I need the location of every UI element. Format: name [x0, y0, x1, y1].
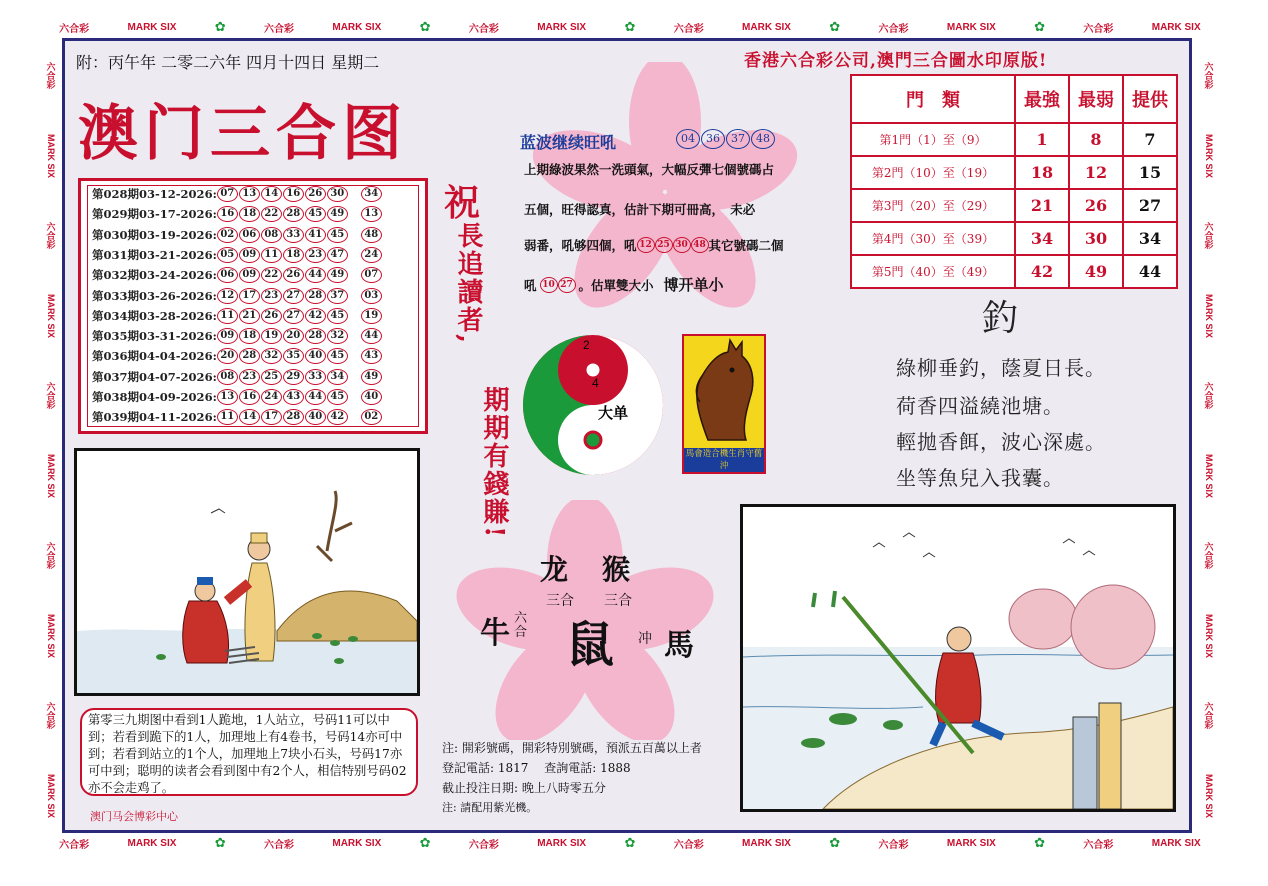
prediction-number: 48: [751, 129, 775, 149]
note-line-1: 注: 開彩號碼，開彩特別號碼，預派五百萬以上者: [442, 741, 702, 755]
history-ball: 20: [217, 348, 238, 364]
history-ball: 16: [239, 389, 260, 405]
prediction-line-4a: 吼: [524, 277, 537, 293]
history-row: [92, 265, 383, 285]
table-row: [851, 123, 1177, 156]
border-brand: MARK SIX: [1204, 293, 1214, 338]
zodiac-sanhe-2: 三合: [604, 593, 632, 609]
history-ball: 09: [239, 267, 260, 283]
border-logo: 六合彩: [1203, 702, 1214, 730]
prediction-line-3a: 弱番，吼够四個，吼: [524, 238, 637, 253]
border-logo: 六合彩: [264, 23, 295, 35]
door-range-cell: 第1門（1）至（9）: [851, 123, 1015, 156]
history-ball: 49: [327, 267, 348, 283]
history-ball: 23: [239, 369, 260, 385]
prediction-line-3b: 其它號碼二個: [708, 238, 784, 253]
door-give-cell: 34: [1123, 222, 1177, 255]
blessing-zhu: 祝: [444, 182, 481, 224]
history-row-label: 第029期03-17-2026:: [92, 207, 217, 222]
history-row: [92, 387, 383, 407]
history-ball: 45: [327, 389, 348, 405]
history-ball: 42: [305, 308, 326, 324]
door-table-header-cell: 最弱: [1069, 75, 1123, 123]
border-right: [1198, 40, 1220, 840]
history-ball: 45: [327, 348, 348, 364]
history-row-label: 第035期03-31-2026:: [92, 329, 217, 344]
history-ball: 18: [283, 247, 304, 263]
red-number: 48: [691, 237, 709, 253]
table-row: [851, 189, 1177, 222]
history-special-ball: 44: [361, 328, 382, 344]
yin-yang-icon: [518, 330, 668, 480]
history-ball: 18: [239, 206, 260, 222]
history-ball: 30: [327, 186, 348, 202]
history-ball: 28: [283, 206, 304, 222]
blessing-col-2: 期期有錢賺!: [479, 386, 509, 540]
right-banner: 香港六合彩公司,澳門三合圖水印原版!: [744, 51, 1048, 71]
door-table-header-cell: 提供: [1123, 75, 1177, 123]
border-logo: 六合彩: [1203, 222, 1214, 250]
history-row: [92, 225, 383, 245]
door-table-header-cell: 門 類: [851, 75, 1015, 123]
poem-title: 釣: [982, 298, 1019, 339]
history-row-label: 第034期03-28-2026:: [92, 308, 217, 323]
history-row-label: 第030期03-19-2026:: [92, 227, 217, 242]
horse-card-caption: 馬會造合機生肖守舊沖: [685, 449, 763, 471]
border-brand: MARK SIX: [1204, 613, 1214, 658]
history-row-label: 第038期04-09-2026:: [92, 390, 217, 404]
door-give-cell: 44: [1123, 255, 1177, 288]
border-logo: 六合彩: [59, 23, 90, 35]
history-ball: 20: [283, 328, 304, 344]
border-brand: MARK SIX: [742, 837, 791, 849]
history-special-ball: 13: [361, 206, 382, 222]
history-row: [92, 286, 383, 306]
history-ball: 32: [261, 348, 282, 364]
prediction-line-3: [524, 236, 802, 254]
door-table-header-cell: 最強: [1015, 75, 1069, 123]
door-weak-cell: 12: [1069, 156, 1123, 189]
border-brand: MARK SIX: [1204, 773, 1214, 818]
history-row: [92, 306, 383, 326]
history-ball: 13: [239, 186, 260, 202]
border-logo: 六合彩: [673, 23, 704, 35]
border-logo: 六合彩: [1203, 542, 1214, 570]
date-line: 附：丙午年 二零二六年 四月十四日 星期二: [76, 53, 380, 72]
border-logo: 六合彩: [45, 62, 56, 90]
history-ball: 28: [305, 288, 326, 304]
border-logo: 六合彩: [673, 839, 704, 851]
note-line-2: 登記電話: 1817 查詢電話: 1888: [442, 761, 631, 775]
prediction-number: 36: [701, 129, 725, 149]
flower-icon: ✿: [829, 835, 841, 851]
border-brand: MARK SIX: [46, 773, 56, 818]
history-row-label: 第036期04-04-2026:: [92, 349, 217, 364]
history-ball: 08: [261, 227, 282, 243]
border-logo: 六合彩: [878, 23, 909, 35]
flower-icon: ✿: [419, 19, 431, 35]
border-brand: MARK SIX: [332, 837, 382, 849]
history-ball: 26: [305, 186, 326, 202]
history-special-ball: 43: [361, 348, 382, 364]
history-ball: 40: [305, 409, 326, 425]
history-ball: 17: [261, 409, 282, 425]
history-ball: 08: [217, 369, 238, 385]
history-ball: 45: [305, 206, 326, 222]
left-scene-image: [74, 448, 420, 696]
history-ball: 07: [217, 186, 238, 202]
prediction-line-4-numbers: [540, 277, 576, 293]
border-brand: MARK SIX: [1204, 453, 1214, 498]
zodiac-sanhe-1: 三合: [546, 593, 574, 609]
border-brand: MARK SIX: [1204, 133, 1214, 178]
prediction-line-2: 五個，旺得認真，估計下期可冊高， 未必: [524, 202, 756, 217]
history-ball: 23: [305, 247, 326, 263]
history-row: [92, 407, 383, 427]
zodiac-chong: 冲: [638, 631, 652, 647]
history-ball: 44: [305, 267, 326, 283]
border-brand: MARK SIX: [332, 21, 382, 33]
border-logo: 六合彩: [1203, 62, 1214, 90]
history-special-ball: 34: [361, 186, 382, 202]
history-special-ball: 40: [361, 389, 382, 405]
border-brand: MARK SIX: [46, 133, 56, 178]
door-strong-cell: 18: [1015, 156, 1069, 189]
border-brand: MARK SIX: [1151, 21, 1201, 33]
poem-line: 荷香四溢繞池塘。: [896, 394, 1064, 418]
history-ball: 40: [305, 348, 326, 364]
history-ball: 21: [239, 308, 260, 324]
page-title: 澳门三合图: [78, 99, 408, 169]
border-brand: MARK SIX: [1151, 837, 1201, 849]
history-row: [92, 346, 383, 366]
flower-icon: ✿: [419, 835, 431, 851]
history-ball: 25: [261, 369, 282, 385]
history-ball: 06: [217, 267, 238, 283]
history-ball: 33: [283, 227, 304, 243]
history-ball: 06: [239, 227, 260, 243]
red-number: 12: [637, 237, 655, 253]
history-ball: 19: [261, 328, 282, 344]
door-give-cell: 7: [1123, 123, 1177, 156]
history-ball: 18: [239, 328, 260, 344]
zodiac-liuhe: 六合: [514, 611, 528, 640]
door-weak-cell: 30: [1069, 222, 1123, 255]
border-brand: MARK SIX: [537, 21, 587, 33]
history-special-ball: 07: [361, 267, 382, 283]
history-ball: 11: [217, 409, 238, 425]
red-number: 30: [673, 237, 691, 253]
history-ball: 23: [261, 288, 282, 304]
prediction-title: 蓝波继续旺吼: [520, 133, 617, 152]
history-ball: 37: [327, 288, 348, 304]
history-ball: 09: [239, 247, 260, 263]
history-ball: 35: [283, 348, 304, 364]
history-row: [92, 245, 383, 265]
history-ball: 16: [217, 206, 238, 222]
border-logo: 六合彩: [264, 839, 295, 851]
border-brand: MARK SIX: [46, 293, 56, 338]
history-ball: 22: [261, 267, 282, 283]
story-text: 第零三九期图中看到1人跪地，1人站立，号码11可以中到；若看到跪下的1人，加理地上有4卷书，号码14亦可中到；若看到站立的1个人，加理地上7块小石头，号码17亦可中到；聪明的读者会看到图中有2个人，相信特别号码02亦不会走鸡了。: [88, 713, 407, 795]
blessing-col-1: 長追讀者,: [453, 222, 483, 346]
history-ball: 13: [217, 389, 238, 405]
history-special-ball: 49: [361, 369, 382, 385]
border-logo: 六合彩: [468, 839, 499, 851]
history-ball: 34: [327, 369, 348, 385]
table-row: [851, 255, 1177, 288]
note-line-3: 截止投注日期: 晚上八時零五分: [442, 781, 606, 795]
border-bottom: [40, 832, 1220, 854]
table-row: [851, 222, 1177, 255]
history-ball: 28: [283, 409, 304, 425]
flower-icon: ✿: [1034, 19, 1046, 35]
border-logo: 六合彩: [468, 23, 499, 35]
zodiac-monkey: 猴: [602, 553, 631, 586]
border-left: [40, 40, 62, 840]
history-special-ball: 03: [361, 288, 382, 304]
zodiac-horse: 馬: [664, 628, 694, 663]
door-table-header: [851, 75, 1177, 123]
flower-icon: ✿: [829, 19, 841, 35]
history-ball: 28: [305, 328, 326, 344]
history-ball: 14: [239, 409, 260, 425]
history-ball: 44: [305, 389, 326, 405]
note-line-4: 注: 請配用紫光機。: [442, 801, 538, 814]
horse-head-icon: [684, 336, 764, 446]
border-brand: MARK SIX: [46, 453, 56, 498]
story-text-box: [80, 708, 418, 796]
history-ball: 09: [217, 328, 238, 344]
history-ball: 26: [261, 308, 282, 324]
door-range-cell: 第2門（10）至（19）: [851, 156, 1015, 189]
history-special-ball: 48: [361, 227, 382, 243]
history-ball: 24: [261, 389, 282, 405]
border-brand: MARK SIX: [946, 21, 996, 33]
history-ball: 16: [283, 186, 304, 202]
kneeling-scene-illustration: [77, 451, 417, 693]
history-ball: 43: [283, 389, 304, 405]
border-logo: 六合彩: [1083, 23, 1114, 35]
fishing-scene-illustration: [743, 507, 1173, 809]
history-ball: 02: [217, 227, 238, 243]
flower-icon: ✿: [214, 19, 226, 35]
yin-yang-number-1: 2: [583, 338, 590, 352]
flower-icon: ✿: [624, 835, 636, 851]
red-number: 27: [558, 277, 576, 293]
history-ball: 27: [283, 288, 304, 304]
door-strong-cell: 1: [1015, 123, 1069, 156]
door-range-cell: 第3門（20）至（29）: [851, 189, 1015, 222]
border-top: [40, 16, 1220, 38]
border-brand: MARK SIX: [946, 837, 996, 849]
history-ball: 12: [217, 288, 238, 304]
history-ball: 45: [327, 227, 348, 243]
door-weak-cell: 26: [1069, 189, 1123, 222]
history-ball: 14: [261, 186, 282, 202]
door-give-cell: 15: [1123, 156, 1177, 189]
yin-yang-number-2: 4: [592, 376, 599, 390]
poem-line: 輕拋香餌，波心深處。: [896, 430, 1106, 454]
history-ball: 47: [327, 247, 348, 263]
history-row-label: 第037期04-07-2026:: [92, 369, 217, 384]
history-row-label: 第039期04-11-2026:: [92, 410, 217, 425]
history-row: [92, 367, 383, 387]
zodiac-dragon: 龙: [540, 553, 569, 586]
yin-yang-label: 大单: [598, 404, 629, 422]
history-ball: 26: [283, 267, 304, 283]
door-weak-cell: 49: [1069, 255, 1123, 288]
door-weak-cell: 8: [1069, 123, 1123, 156]
history-ball: 17: [239, 288, 260, 304]
border-logo: 六合彩: [1203, 382, 1214, 410]
history-ball: 49: [327, 206, 348, 222]
history-row: [92, 326, 383, 346]
border-brand: MARK SIX: [46, 613, 56, 658]
footer-left-text: 澳门马会博彩中心: [90, 810, 178, 823]
zodiac-ox: 牛: [480, 616, 510, 651]
prediction-line-4: [524, 274, 802, 295]
prediction-numbers: [676, 129, 776, 149]
red-number: 25: [655, 237, 673, 253]
history-ball: 11: [217, 308, 238, 324]
flower-icon: ✿: [624, 19, 636, 35]
history-ball: 22: [261, 206, 282, 222]
door-table: [850, 74, 1178, 289]
history-ball: 32: [327, 328, 348, 344]
border-logo: 六合彩: [1083, 839, 1114, 851]
border-logo: 六合彩: [878, 839, 909, 851]
history-special-ball: 19: [361, 308, 382, 324]
history-ball: 05: [217, 247, 238, 263]
history-ball: 45: [327, 308, 348, 324]
border-brand: MARK SIX: [537, 837, 587, 849]
border-logo: 六合彩: [45, 702, 56, 730]
border-brand: MARK SIX: [742, 21, 791, 33]
border-logo: 六合彩: [45, 542, 56, 570]
poem-line: 坐等魚兒入我囊。: [896, 466, 1064, 490]
door-strong-cell: 34: [1015, 222, 1069, 255]
bottom-notes: [442, 738, 702, 818]
horse-card: [682, 334, 766, 474]
border-logo: 六合彩: [45, 222, 56, 250]
zodiac-rat: 鼠: [566, 617, 615, 673]
history-special-ball: 24: [361, 247, 382, 263]
door-strong-cell: 21: [1015, 189, 1069, 222]
history-row-label: 第028期03-12-2026:: [92, 187, 217, 201]
table-row: [851, 156, 1177, 189]
history-row: [92, 204, 383, 224]
door-strong-cell: 42: [1015, 255, 1069, 288]
history-ball: 41: [305, 227, 326, 243]
door-range-cell: 第4門（30）至（39）: [851, 222, 1015, 255]
history-ball: 27: [283, 308, 304, 324]
prediction-line-4c: 博开单小: [663, 276, 724, 294]
flower-icon: ✿: [1034, 835, 1046, 851]
history-row-label: 第032期03-24-2026:: [92, 268, 217, 283]
history-special-ball: 02: [361, 409, 382, 425]
door-range-cell: 第5門（40）至（49）: [851, 255, 1015, 288]
prediction-number: 37: [726, 129, 750, 149]
border-brand: MARK SIX: [127, 21, 177, 33]
history-row-label: 第033期03-26-2026:: [92, 288, 217, 303]
history-row: [92, 184, 383, 204]
prediction-line-3-numbers: [637, 237, 709, 253]
history-ball: 29: [283, 369, 304, 385]
poem-line: 綠柳垂釣，蔭夏日長。: [896, 356, 1106, 380]
history-row-label: 第031期03-21-2026:: [92, 247, 217, 262]
border-logo: 六合彩: [59, 839, 90, 851]
right-scene-image: [740, 504, 1176, 812]
history-ball: 11: [261, 247, 282, 263]
border-brand: MARK SIX: [127, 837, 177, 849]
history-ball: 42: [327, 409, 348, 425]
prediction-line-1: 上期綠波果然一洗頭氣，大幅反彈七個號碼占: [524, 162, 775, 177]
door-give-cell: 27: [1123, 189, 1177, 222]
pink-flower-top: [510, 62, 820, 310]
border-logo: 六合彩: [45, 382, 56, 410]
history-ball: 28: [239, 348, 260, 364]
prediction-line-4b: 。估單雙大小: [578, 277, 654, 293]
history-ball: 33: [305, 369, 326, 385]
red-number: 10: [540, 277, 558, 293]
prediction-number: 04: [676, 129, 700, 149]
flower-icon: ✿: [214, 835, 226, 851]
